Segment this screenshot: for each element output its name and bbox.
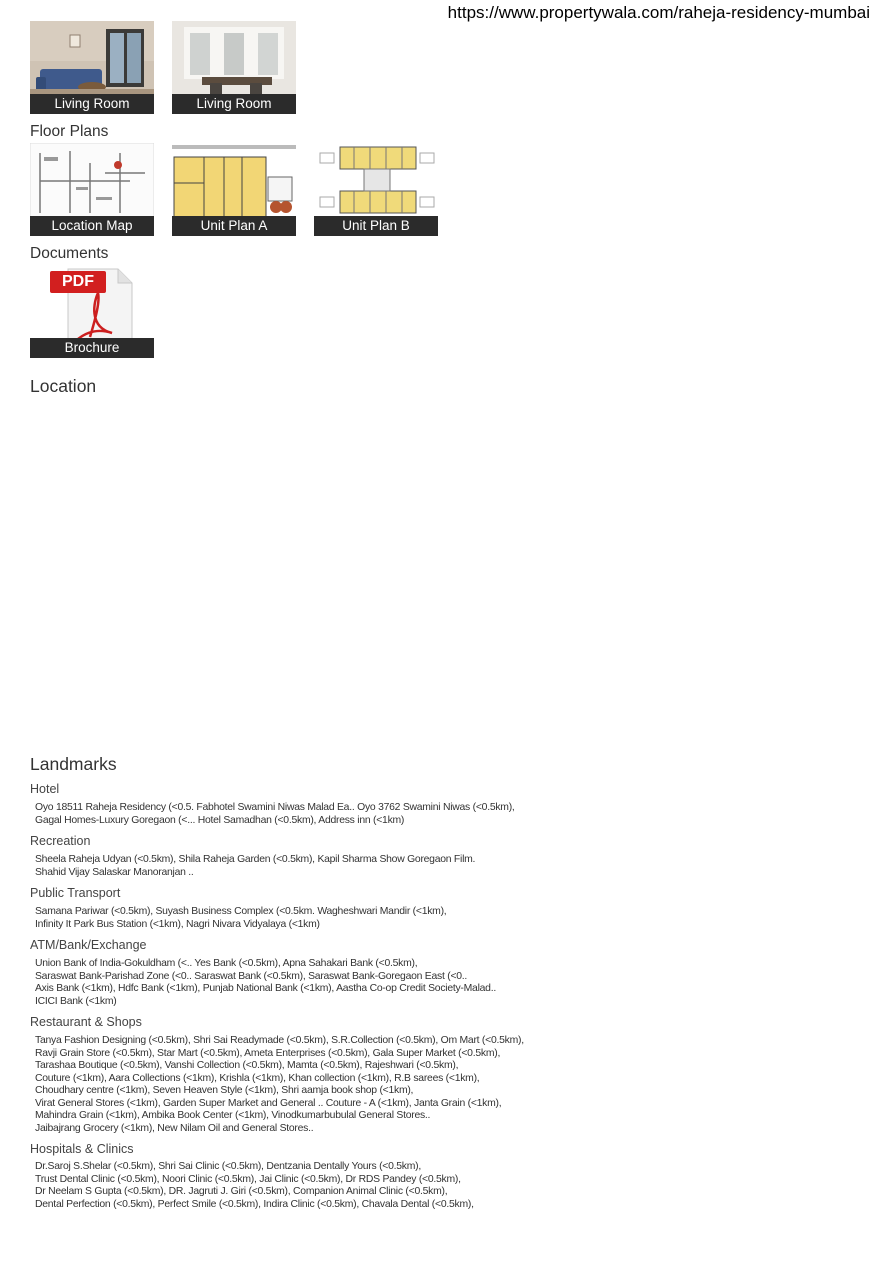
landmark-line: Choudhary centre (<1km), Seven Heaven Style (<1km), Shri aamja book shop (<1km),: [35, 1085, 414, 1096]
photo-caption: Living Room: [172, 94, 296, 114]
landmark-line: Dr Neelam S Gupta (<0.5km), DR. Jagruti J. Giri (<0.5km), Companion Animal Clinic (<0.5km),: [35, 1186, 448, 1197]
landmarks-title: Landmarks: [30, 754, 117, 774]
landmark-line: Oyo 18511 Raheja Residency (<0.5. Fabhotel Swamini Niwas Malad Ea.. Oyo 3762 Swamini Niwas (<0.5km),: [35, 802, 515, 813]
photo-caption: Living Room: [30, 94, 154, 114]
landmark-list-public-transport: [35, 906, 446, 931]
documents-title: Documents: [30, 245, 109, 262]
landmark-list-recreation: [35, 854, 475, 879]
landmark-line: Virat General Stores (<1km), Garden Super Market and General .. Couture - A (<1km), Janta Grain (<1km),: [35, 1097, 502, 1109]
floor-plan-caption: Location Map: [30, 216, 154, 236]
location-title: Location: [30, 376, 97, 396]
landmark-line: Saraswat Bank-Parishad Zone (<0.. Saraswat Bank (<0.5km), Saraswat Bank-Goregaon East (<0..: [35, 970, 468, 982]
landmark-heading-atm-bank: ATM/Bank/Exchange: [30, 938, 147, 952]
photo-living-room-2[interactable]: [172, 21, 296, 114]
floor-plan-unit-a[interactable]: [172, 143, 296, 236]
landmark-list-atm-bank: [35, 958, 496, 1008]
floor-plans-title: Floor Plans: [30, 123, 109, 140]
landmark-line: Dental Perfection (<0.5km), Perfect Smile (<0.5km), Indira Clinic (<0.5km), Chavala Dental (<0.5km),: [35, 1198, 474, 1210]
landmark-line: Ravji Grain Store (<0.5km), Star Mart (<0.5km), Ameta Enterprises (<0.5km), Gala Super Market (<0.5km),: [35, 1047, 501, 1059]
landmark-line: Samana Pariwar (<0.5km), Suyash Business Complex (<0.5km. Wagheshwari Mandir (<1km),: [35, 906, 447, 917]
landmark-line: Union Bank of India-Gokuldham (<.. Yes Bank (<0.5km), Apna Sahakari Bank (<0.5km),: [35, 958, 418, 969]
floor-plan-unit-b[interactable]: [314, 143, 438, 236]
pdf-badge: PDF: [50, 271, 106, 293]
landmark-line: Couture (<1km), Aara Collections (<1km), Krishla (<1km), Khan collection (<1km), R.B sarees (<1km),: [35, 1072, 480, 1084]
document-brochure[interactable]: [30, 265, 154, 358]
document-caption: Brochure: [30, 338, 154, 358]
landmark-line: ICICI Bank (<1km): [35, 995, 117, 1007]
landmark-heading-restaurant-shops: Restaurant & Shops: [30, 1015, 142, 1029]
landmark-list-hotel: [35, 802, 515, 827]
landmark-list-hospitals-clinics: [35, 1161, 474, 1211]
landmark-heading-public-transport: Public Transport: [30, 886, 121, 900]
floor-plan-location-map[interactable]: [30, 143, 154, 236]
landmark-line: Dr.Saroj S.Shelar (<0.5km), Shri Sai Clinic (<0.5km), Dentzania Dentally Yours (<0.5km),: [35, 1161, 421, 1172]
landmark-line: Mahindra Grain (<1km), Ambika Book Center (<1km), Vinodkumarbubulal General Stores..: [35, 1110, 431, 1121]
landmark-line: Axis Bank (<1km), Hdfc Bank (<1km), Punjab National Bank (<1km), Aastha Co-op Credit Society-Malad..: [35, 983, 496, 994]
landmark-heading-hospitals-clinics: Hospitals & Clinics: [30, 1142, 134, 1156]
landmark-line: Sheela Raheja Udyan (<0.5km), Shila Raheja Garden (<0.5km), Kapil Sharma Show Goregaon Film.: [35, 854, 476, 865]
landmark-line: Shahid Vijay Salaskar Manoranjan ..: [35, 866, 194, 878]
landmark-line: Tanya Fashion Designing (<0.5km), Shri Sai Readymade (<0.5km), S.R.Collection (<0.5km), Om Mart (<0.5km),: [35, 1035, 524, 1046]
landmark-line: Jaibajrang Grocery (<1km), New Nilam Oil and General Stores..: [35, 1122, 314, 1134]
landmark-line: Infinity It Park Bus Station (<1km), Nagri Nivara Vidyalaya (<1km): [35, 918, 320, 930]
page-url: https://www.propertywala.com/raheja-residency-mumbai: [447, 3, 870, 22]
landmark-heading-recreation: Recreation: [30, 834, 91, 848]
landmark-heading-hotel: Hotel: [30, 782, 60, 796]
photo-living-room-1[interactable]: [30, 21, 154, 114]
landmark-line: Trust Dental Clinic (<0.5km), Noori Clinic (<0.5km), Jai Clinic (<0.5km), Dr RDS Pandey (<0.5km),: [35, 1173, 461, 1185]
landmark-list-restaurant-shops: [35, 1035, 524, 1135]
landmark-line: Gagal Homes-Luxury Goregaon (<... Hotel Samadhan (<0.5km), Address inn (<1km): [35, 814, 405, 826]
floor-plan-caption: Unit Plan B: [314, 216, 438, 236]
location-map-area: [30, 400, 590, 740]
floor-plan-caption: Unit Plan A: [172, 216, 296, 236]
landmark-line: Tarashaa Boutique (<0.5km), Vanshi Collection (<0.5km), Mamta (<0.5km), Rajeshwari (<0.5km),: [35, 1060, 459, 1071]
